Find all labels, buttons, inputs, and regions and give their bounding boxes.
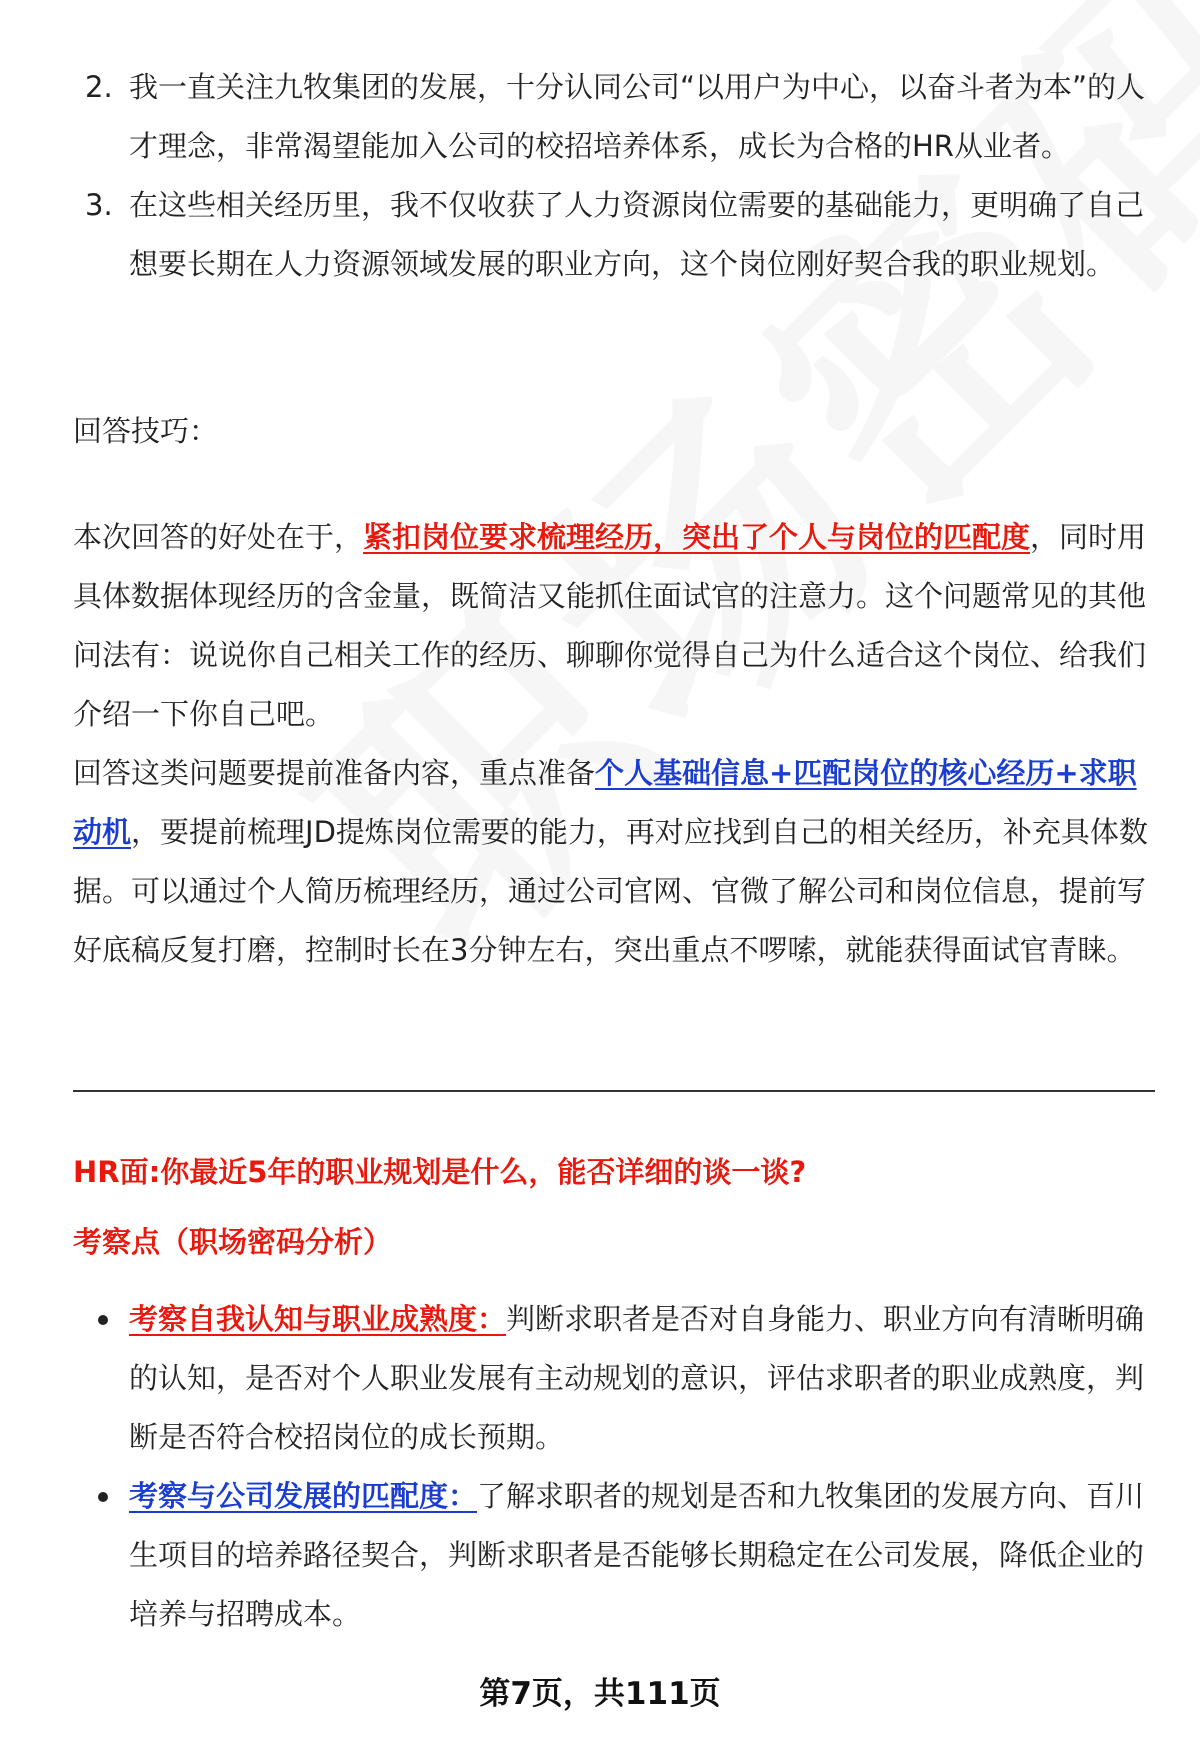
list-item xyxy=(73,176,1153,294)
question-subheading: 考察点（职场密码分析） xyxy=(73,1225,393,1259)
bullet-label: 考察自我认知与职业成熟度： xyxy=(129,1302,507,1336)
bullet-text: 了解求职者的规划是否和九牧集团的发展方向、百川生项目的培养路径契合，判断求职者是否能够长期稳定在公司发展，降低企业的培养与招聘成本。 xyxy=(129,1479,1145,1631)
tips-p1-highlight: 紧扣岗位要求梳理经历，突出了个人与岗位的匹配度 xyxy=(363,520,1031,554)
tips-p2-highlight: 个人基础信息+匹配岗位的核心经历+求职动机 xyxy=(73,756,1137,849)
list-item xyxy=(73,58,1153,176)
tips-paragraph-1 xyxy=(73,508,1153,744)
list-number: 3. xyxy=(85,188,113,222)
list-item-text: 在这些相关经历里，我不仅收获了人力资源岗位需要的基础能力，更明确了自己想要长期在人力资源领域发展的职业方向，这个岗位刚好契合我的职业规划。 xyxy=(129,188,1145,281)
section-divider xyxy=(73,1090,1155,1092)
tips-p1-before: 本次回答的好处在于， xyxy=(73,520,364,554)
tips-p2-before: 回答这类问题要提前准备内容，重点准备 xyxy=(73,756,596,790)
bullet-list xyxy=(73,1290,1153,1644)
tips-heading: 回答技巧： xyxy=(73,414,219,448)
bullet-label: 考察与公司发展的匹配度： xyxy=(129,1479,478,1513)
bullet-dot xyxy=(98,1492,108,1502)
bullet-dot xyxy=(98,1315,108,1325)
list-item-text: 我一直关注九牧集团的发展，十分认同公司“以用户为中心，以奋斗者为本”的人才理念，非常渴望能加入公司的校招培养体系，成长为合格的HR从业者。 xyxy=(129,70,1146,163)
question-title: HR面:你最近5年的职业规划是什么，能否详细的谈一谈? xyxy=(73,1155,807,1189)
bullet-text: 判断求职者是否对自身能力、职业方向有清晰明确的认知，是否对个人职业发展有主动规划的意识，评估求职者的职业成熟度，判断是否符合校招岗位的成长预期。 xyxy=(129,1302,1145,1454)
bullet-item xyxy=(73,1290,1153,1467)
tips-p1-after: ，同时用具体数据体现经历的含金量，既简洁又能抓住面试官的注意力。这个问题常见的其他问法有：说说你自己相关工作的经历、聊聊你觉得自己为什么适合这个岗位、给我们介绍一下你自己吧。 xyxy=(73,520,1147,731)
tips-p2-after: ，要提前梳理JD提炼岗位需要的能力，再对应找到自己的相关经历，补充具体数据。可以通过个人简历梳理经历，通过公司官网、官微了解公司和岗位信息，提前写好底稿反复打磨，控制时长在3分钟左右，突出重点不啰嗦，就能获得面试官青睐。 xyxy=(73,815,1148,967)
list-number: 2. xyxy=(85,70,113,104)
bullet-item xyxy=(73,1467,1153,1644)
page-footer: 第7页，共111页 xyxy=(479,1676,721,1712)
tips-paragraph-2 xyxy=(73,744,1153,980)
numbered-list xyxy=(73,58,1153,294)
